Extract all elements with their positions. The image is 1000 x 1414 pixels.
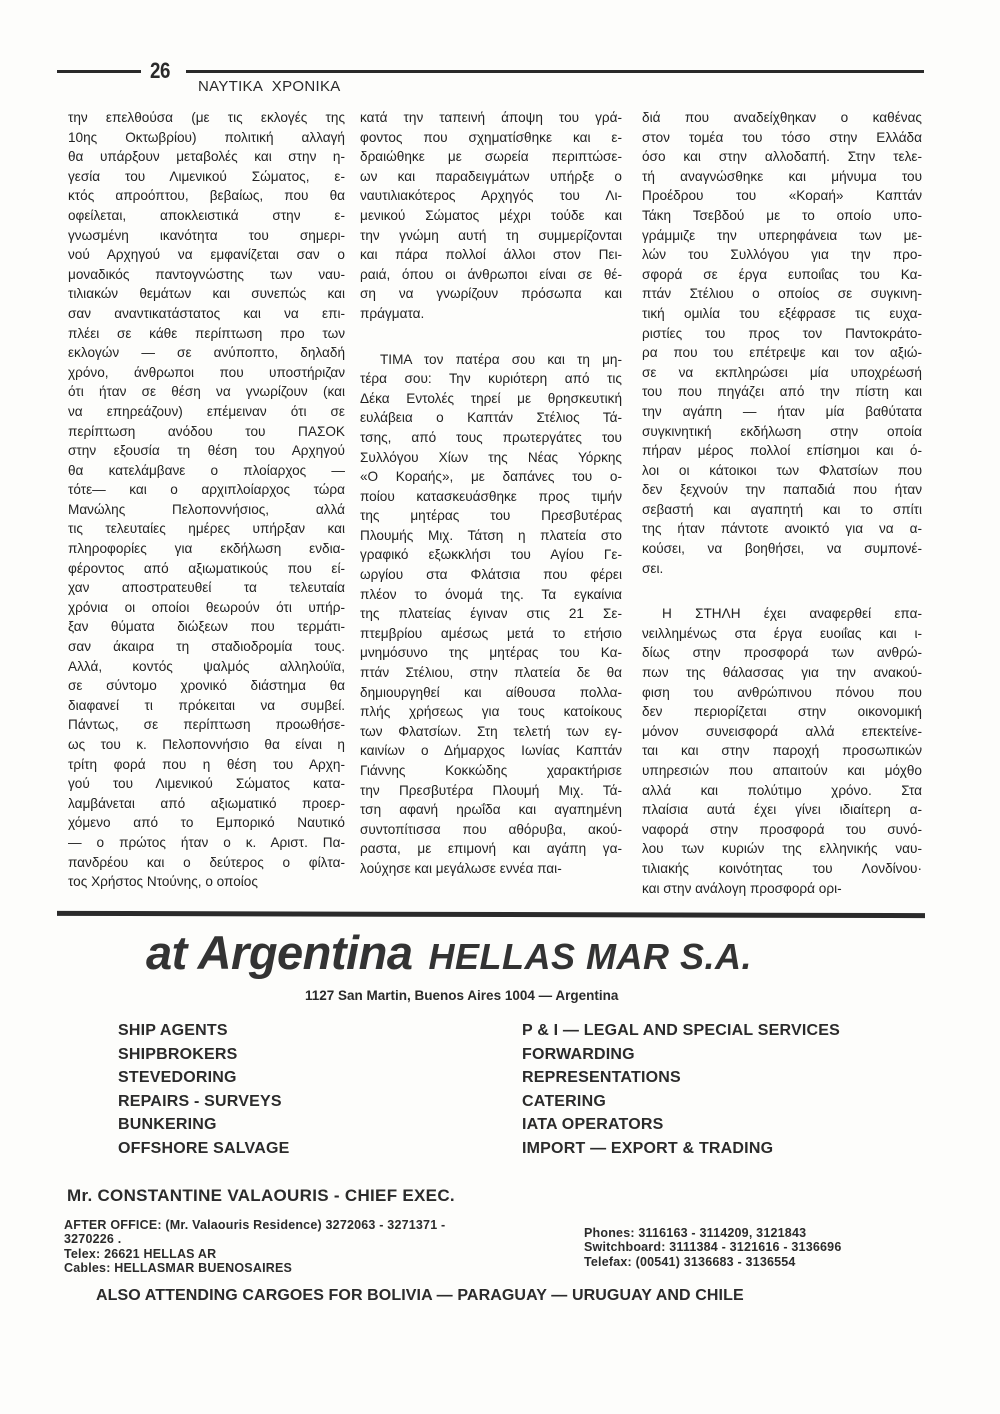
article-line: τική ομιλία του εξέφρασε τις ευχα- (642, 305, 922, 321)
article-line: θα υπάρξουν μεταβολές και στην η- (68, 149, 345, 165)
list-item: Phones: 3116163 - 3114209, 3121843 (584, 1226, 807, 1240)
article-line: την επελθούσα (με τις εκλογές της (68, 110, 345, 125)
article-line: ρα που του επέτρεψε και τον αξιώ- (642, 345, 922, 361)
article-line: ότι ήταν σε θέση να γνωρίζουν (και (68, 384, 345, 400)
article-line: πτάν Στέλιου, στην πλατεία δε θα (360, 665, 622, 681)
article-line: πτεμβρίου αμέσως μετά το ετήσιο (360, 625, 622, 641)
article-line: της μητέρας του Πρεσβυτέρας (360, 508, 622, 524)
article-line: χόμενο από το Εμπορικό Ναυτικό (68, 815, 345, 831)
article-line: λαμβάνεται από αξιωματικό προερ- (68, 795, 345, 811)
article-line: δεν ξεχνούν την παπαδιά που ήταν (642, 482, 922, 498)
article-line: ξαν θύματα διώξεων που τερμάτι- (68, 619, 345, 635)
article-line: φιση του ανθρώπινου πόνου που (642, 684, 922, 700)
article-line: πλής χρήσεως για τους κατοίκους (360, 704, 622, 720)
article-line: συντοπίτισσα που αθόρυβα, ακού- (360, 821, 622, 837)
article-line: καινίων ο Δήμαρχος Ιωνίας Καπτάν (360, 743, 622, 759)
article-line: δραιώθηκε με σωρεία περιπτώσε- (360, 149, 622, 165)
article-line: πων της θάλασσας για την ανακού- (642, 665, 922, 681)
article-line: χρόνια οι οποίοι θεωρούν ότι υπήρ- (68, 599, 345, 615)
article-line: λοι οι κάτοικοι των Φλατσίων που (642, 462, 922, 478)
article-line: μενικού Σώματος μέχρι τούδε και (360, 207, 622, 223)
article-line: τέρα σου: Την κυριότερη από τις (360, 371, 622, 387)
article-line: πράγματα. (360, 305, 425, 321)
article-line: γράμμιζε την υπερηφάνεια των με- (642, 227, 922, 243)
article-line: οφείλεται, αποκλειστικά στην ε- (68, 207, 345, 223)
services-list-left (118, 1019, 290, 1160)
article-line: διαφανεί τι πρόκειται να συμβεί. (68, 697, 345, 713)
article-line: Μανώλης Πελοποννήσιος, αλλά (68, 501, 345, 517)
list-item: Switchboard: 3111384 - 3121616 - 3136696 (584, 1240, 842, 1255)
article-line: ευλάβεια ο Καπτάν Στέλιος Τά- (360, 410, 622, 426)
advertisement-heading (146, 925, 846, 980)
article-line: ναυτιλιακότερος Αρχηγός του Λι- (360, 188, 622, 204)
column-2-paragraph-2 (360, 350, 622, 879)
article-line: λου των κυριών της ελληνικής ναυ- (642, 841, 922, 857)
article-line: της ήταν πάντοτε ανοικτό για να α- (642, 521, 922, 537)
article-column-3 (642, 108, 922, 898)
article-line: ριστίες του προς τον Παντοκράτο- (642, 325, 922, 341)
article-line: τρίτη φορά που η θέση του Αρχη- (68, 756, 345, 772)
article-line: Τάκη Τσεβδού με το οποίο υπο- (642, 207, 922, 223)
article-line: 10ης Οκτωβρίου) πολιτική αλλαγή (68, 129, 345, 145)
article-line: στον τομέα του τόσο στην Ελλάδα (642, 129, 922, 145)
article-line: δημιουργηθεί και αίθουσα πολλα- (360, 684, 622, 700)
list-item: STEVEDORING (118, 1069, 237, 1086)
ad-footer-note: ALSO ATTENDING CARGOES FOR BOLIVIA — PARAGUAY — URUGUAY AND CHILE (96, 1287, 744, 1304)
article-line: στην εξουσία τη θέση του Αρχηγού (68, 443, 345, 459)
article-line: Η ΣΤΗΛΗ έχει αναφερθεί επα- (662, 606, 922, 622)
article-line: ωργίου στα Φλάτσια που φέρει (360, 567, 622, 583)
article-line: περίπτωση ανόδου του ΠΑΣΟΚ (68, 423, 345, 439)
list-item: REPRESENTATIONS (522, 1069, 681, 1086)
article-line: αλλά και πολύτιμο χρόνο. Στα (642, 782, 922, 798)
article-line: Πάντως, σε περίπτωση προωθήσε- (68, 717, 345, 733)
article-line: ποίου κατασκευάσθηκε προς τιμήν (360, 488, 622, 504)
article-line: τσης, από τους πρωτεργάτες του (360, 429, 622, 445)
article-line: να επηρεάζουν) επέμειναν ότι σε (68, 403, 345, 419)
article-line: πληροφορίες για εκδήλωση ενδια- (68, 541, 345, 557)
article-line: τιλιακών θεμάτων και συνεπώς και (68, 286, 345, 302)
article-line: σε σύντομο χρονικό διάστημα θα (68, 678, 345, 694)
article-column-2 (360, 108, 622, 879)
article-line: Συλλόγου Χίων της Νέας Υόρκης (360, 449, 622, 465)
article-line: Πλουμής Μιχ. Τάτση η πλατεία στο (360, 527, 622, 543)
article-line: ραιά, όπου οι άνθρωποι είναι σε θέ- (360, 266, 622, 282)
article-line: διά που αναδείχθηκαν ο καθένας (642, 110, 922, 125)
article-line: τότε— και ο αρχιπλοίαρχος τώρα (68, 482, 345, 498)
article-line: μοναδικός παντογνώστης των ναυ- (68, 266, 345, 282)
article-line: λούχησε και μεγάλωσε εννέα παι- (360, 860, 562, 876)
article-line: ως του κ. Πελοποννήσιο θα είναι η (68, 737, 345, 752)
article-line: — ο πρώτος ήταν ο κ. Αριστ. Πα- (68, 834, 345, 850)
article-line: θα κατελάμβανε ο πλοίαρχος — (68, 462, 345, 478)
article-column-1 (68, 108, 345, 892)
article-line: πλέον το όνομά της. Τα εγκαίνια (360, 586, 622, 602)
article-line: νειλλημένως στα έργα ευοιΐας και ι- (642, 625, 922, 641)
article-line: εκλογών — σε ανύποπτο, δηλαδή (68, 345, 345, 361)
article-line: τση αφανή ηρωΐδα και αγαπημένη (360, 802, 622, 818)
article-line: σφορά σε έργα ευποιΐας του Κα- (642, 266, 922, 282)
magazine-title: ΝΑΥΤΙΚΑ ΧΡΟΝΙΚΑ (198, 78, 341, 95)
contact-info-right (584, 1226, 841, 1269)
article-line: του που πηγάζει από την πίστη και (642, 384, 922, 400)
list-item: OFFSHORE SALVAGE (118, 1139, 290, 1157)
article-line: δίως στην προσφορά των ανθρώ- (642, 645, 922, 661)
article-line: σε να εκπληρώσει μία υποχρέωσή (642, 364, 922, 380)
header-rule-right (186, 70, 924, 73)
contact-info-left (64, 1218, 445, 1275)
ad-tagline: at Argentina (146, 926, 413, 979)
article-line: την γνώμη αυτή τη συμμερίζονται (360, 227, 622, 243)
list-item: IATA OPERATORS (522, 1116, 664, 1133)
article-line: μνημόσυνο της μητέρας του Κα- (360, 645, 622, 661)
article-line: κούσει, να βοηθήσει, να συμπονέ- (642, 541, 922, 557)
list-item: Telefax: (00541) 3136683 - 3136554 (584, 1254, 796, 1269)
article-line: σει. (642, 560, 664, 576)
article-line: και στην ανάλογη προσφορά ορι- (642, 880, 842, 896)
article-line: πλαίσια αυτά έχει γίνει ιδιαίτερη α- (642, 802, 922, 818)
list-item: SHIPBROKERS (118, 1045, 238, 1063)
article-line: γού του Λιμενικού Σώματος κατα- (68, 776, 345, 792)
column-3-paragraph-1 (642, 108, 922, 578)
list-item: Telex: 26621 HELLAS AR (64, 1246, 217, 1261)
list-item: FORWARDING (522, 1045, 635, 1063)
list-item: REPAIRS - SURVEYS (118, 1092, 282, 1110)
article-line: τιλιακής κοινότητας του Λονδίνου· (642, 860, 922, 876)
list-item: BUNKERING (118, 1116, 217, 1133)
services-list-right (522, 1019, 840, 1160)
ad-company-name: HELLAS MAR S.A. (428, 936, 752, 977)
article-line: συγκινητική εκδήλωση στην οποία (642, 423, 922, 439)
article-line: Προέδρου του «Κοραή» Καπτάν (642, 188, 922, 204)
article-line: πανδρέου και ο δεύτερος ο φίλτα- (68, 854, 345, 870)
article-line: γραφικό εξωκκλήσι του Αγίου Γε- (360, 547, 622, 563)
article-line: γεσία του Λιμενικού Σώματος, ε- (68, 168, 345, 184)
article-line: ραστα, με επιμονή και αγάπη γα- (360, 841, 622, 857)
ad-address: 1127 San Martin, Buenos Aires 1004 — Argentina (305, 988, 619, 1003)
article-line: όσο και στην αλλοδαπή. Στην τελε- (642, 149, 922, 165)
article-line: κτός απροόπτου, βεβαίως, που θα (68, 188, 345, 204)
list-item: CATERING (522, 1092, 606, 1110)
article-line: μόνον συνεισφορά αλλά επεκτείνε- (642, 723, 922, 739)
article-line: φέροντος από αξιωματικούς που εί- (68, 560, 345, 576)
article-line: Γιάννης Κοκκώδης χαρακτήρισε (360, 763, 622, 778)
article-line: σαν άκαιρα τη σταδιοδρομία τους. (68, 639, 345, 655)
chief-executive: Mr. CONSTANTINE VALAOURIS - CHIEF EXEC. (67, 1186, 455, 1205)
article-line: σαν αναντικατάστατος και να επι- (68, 305, 345, 321)
article-line: «Ο Κοραής», με δαπάνες του ο- (360, 469, 622, 485)
article-line: την Πρεσβυτέρα Πλουμή Μιχ. Τά- (360, 782, 622, 798)
article-line: τή αναγνώσθηκε και μήνυμα του (642, 168, 922, 184)
article-line: ΤΙΜΑ τον πατέρα σου και τη μη- (380, 351, 622, 367)
article-line: ση να γνωρίζουν πρόσωπα και (360, 286, 622, 302)
article-line: ων και παραδειγμάτων υπήρξε ο (360, 168, 622, 184)
article-line: νού Αρχηγού να εμφανίζεται σαν ο (68, 247, 345, 263)
header-rule-left (57, 70, 141, 73)
article-line: και πάρα πολλοί άλλοι στον Πει- (360, 247, 622, 263)
article-line: της πλατείας έγιναν στις 21 Σε- (360, 606, 622, 622)
article-line: σεβαστή και αγαπητή και το σπίτι (642, 501, 922, 517)
article-line: χαν αποστρατευθεί τα τελευταία (68, 580, 345, 596)
article-line: ται και στην παροχή προσωπικών (642, 743, 922, 759)
article-line: τος Χρήστος Ντούνης, ο οποίος (68, 874, 258, 890)
article-line: υπηρεσιών που απαιτούν και μόχθο (642, 763, 922, 778)
article-line: των Φλατσίων. Στη τελετή των εγ- (360, 723, 622, 739)
article-line: πλέει σε κάθε περίπτωση προ των (68, 325, 345, 341)
article-line: τις τελευταίες ημέρες υπήρξαν και (68, 521, 345, 537)
list-item: 3270226 . (64, 1232, 122, 1247)
article-line: Αλλά, κοντός ψαλμός αλληλούϊα, (68, 658, 345, 674)
list-item: IMPORT — EXPORT & TRADING (522, 1139, 774, 1157)
column-2-paragraph-1 (360, 108, 622, 324)
article-line: δεν περιορίζεται στην οικονομική (642, 704, 922, 720)
article-line: κατά την ταπεινή άποψη του γρά- (360, 110, 622, 125)
article-line: πτάν Στέλιου ο οποίος σε συγκινη- (642, 286, 922, 302)
article-line: λών του Συλλόγου για την προ- (642, 247, 922, 263)
article-line: ναφορά στην προσφορά του συνό- (642, 821, 922, 837)
list-item: AFTER OFFICE: (Mr. Valaouris Residence) 3272063 - 3271371 - (64, 1218, 446, 1232)
column-3-paragraph-2 (642, 604, 922, 898)
article-line: χρόνο, άνθρωποι που υποστήριζαν (68, 364, 345, 380)
page-number: 26 (150, 58, 170, 83)
list-item: P & I — LEGAL AND SPECIAL SERVICES (522, 1022, 840, 1039)
article-line: φοντος που σχηματίσθηκε και ε- (360, 129, 622, 145)
list-item: Cables: HELLASMAR BUENOSAIRES (64, 1260, 293, 1275)
article-line: την αγάπη — ήταν μία βαθύτατα (642, 403, 922, 419)
advertisement-divider (57, 911, 925, 918)
article-line: Δέκα Εντολές τηρεί με θρησκευτική (360, 390, 622, 406)
article-line: γνωσμένη ικανότητα του σημερι- (68, 227, 345, 243)
article-line: πήραν μέρος πολλοί επίσημοι και ό- (642, 443, 922, 459)
list-item: SHIP AGENTS (118, 1022, 228, 1039)
